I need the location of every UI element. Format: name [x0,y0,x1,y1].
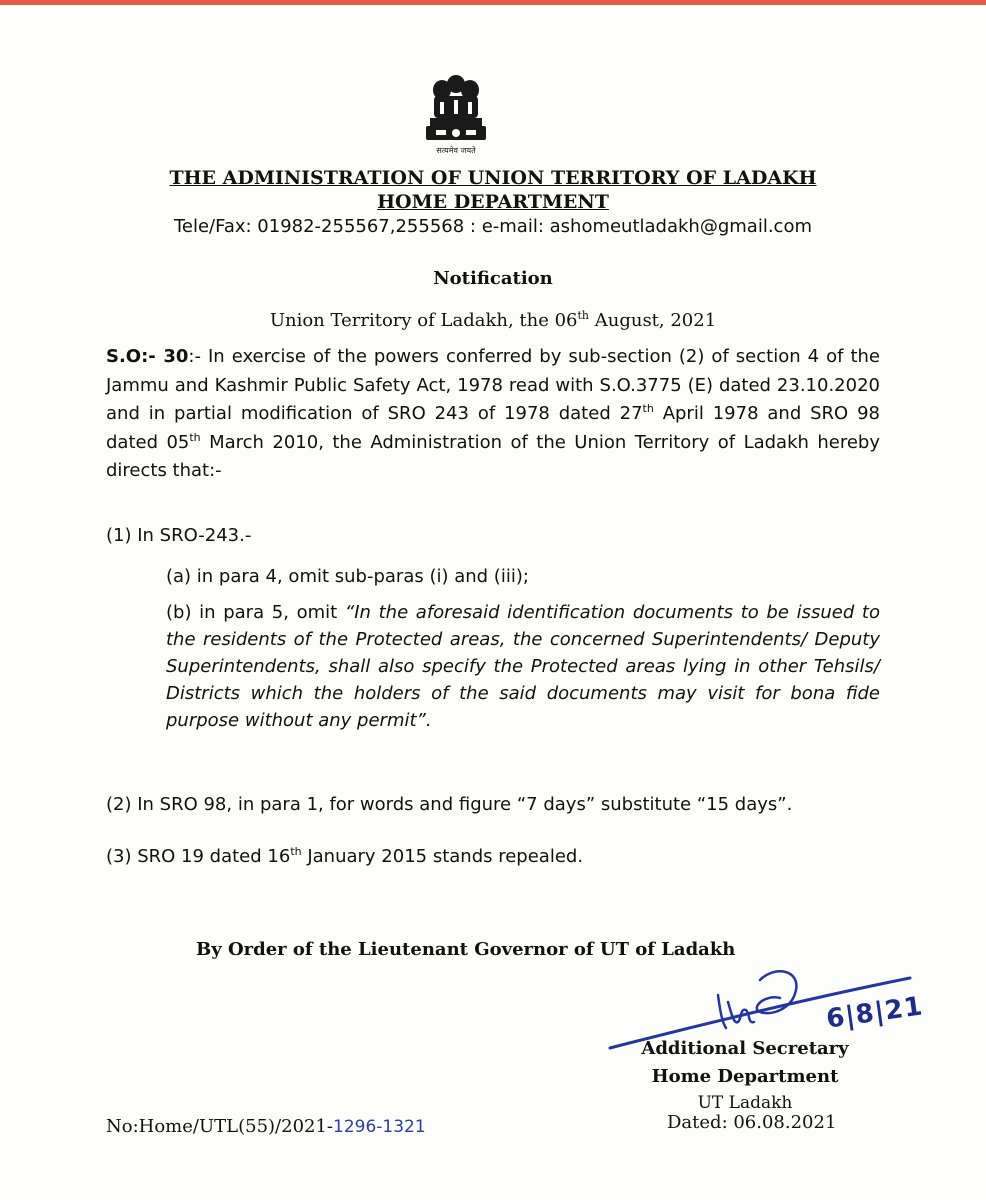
signatory-title: Additional Secretary [641,1038,849,1059]
dated-line: Dated: 06.08.2021 [667,1112,837,1133]
reference-number: No:Home/UTL(55)/2021-1296-1321 [106,1116,426,1137]
item-1: (1) In SRO-243.- [106,525,252,546]
main-paragraph: S.O:- 30:- In exercise of the powers conferred by sub-section (2) of section 4 of the Jammu and Kashmir Public Safety Act, 1978 read with S.O.3775 (E) dated 23.10.2020 and in partial modification of SRO 243 of 1978 dated 27th April 1978 and SRO 98 dated 05th March 2010, the Administration of the Union Territory of Ladakh hereby directs that:- [106,346,881,481]
item-2: (2) In SRO 98, in para 1, for words and figure “7 days” substitute “15 days”. [106,794,793,815]
notification-date: Union Territory of Ladakh, the 06th August, 2021 [269,309,717,331]
item-1b-quote: “In the aforesaid identification documents to be issued to the residents of the Protected areas, the concerned Superintendents/ Deputy Superintendents, shall also specify the Protected areas lying in other Tehsils/ Districts which the holders of the said documents may visit for bona fide purpose without any permit”. [166,602,880,731]
signatory-block [600,1035,890,1115]
handwritten-date: 6|8|21 [824,991,925,1035]
signatory-place: UT Ladakh [697,1093,793,1113]
department-title: HOME DEPARTMENT [377,191,609,213]
so-number: S.O:- 30 [106,346,189,367]
state-emblem-icon [416,72,496,156]
emblem-motto: सत्यमेव जयते [436,146,476,155]
item-1a: (a) in para 4, omit sub-paras (i) and (iii); [166,566,529,587]
signatory-department: Home Department [651,1066,839,1087]
item-1b: (b) in para 5, omit “In the aforesaid identification documents to be issued to the residents of the Protected areas, the concerned Superintendents/ Deputy Superintendents, shall also specify the Protected areas lying in other Tehsils/ Districts which the holders of the said documents may visit for bona fide purpose without any permit”. [166,602,880,731]
by-order-line: By Order of the Lieutenant Governor of UT of Ladakh [196,939,736,960]
contact-line: Tele/Fax: 01982-255567,255568 : e-mail: ashomeutladakh@gmail.com [173,216,813,237]
item-3: (3) SRO 19 dated 16th January 2015 stands repealed. [106,845,584,867]
notification-heading: Notification [433,268,553,289]
reference-handwritten: 1296-1321 [333,1117,426,1137]
document-title: THE ADMINISTRATION OF UNION TERRITORY OF LADAKH [169,167,817,189]
